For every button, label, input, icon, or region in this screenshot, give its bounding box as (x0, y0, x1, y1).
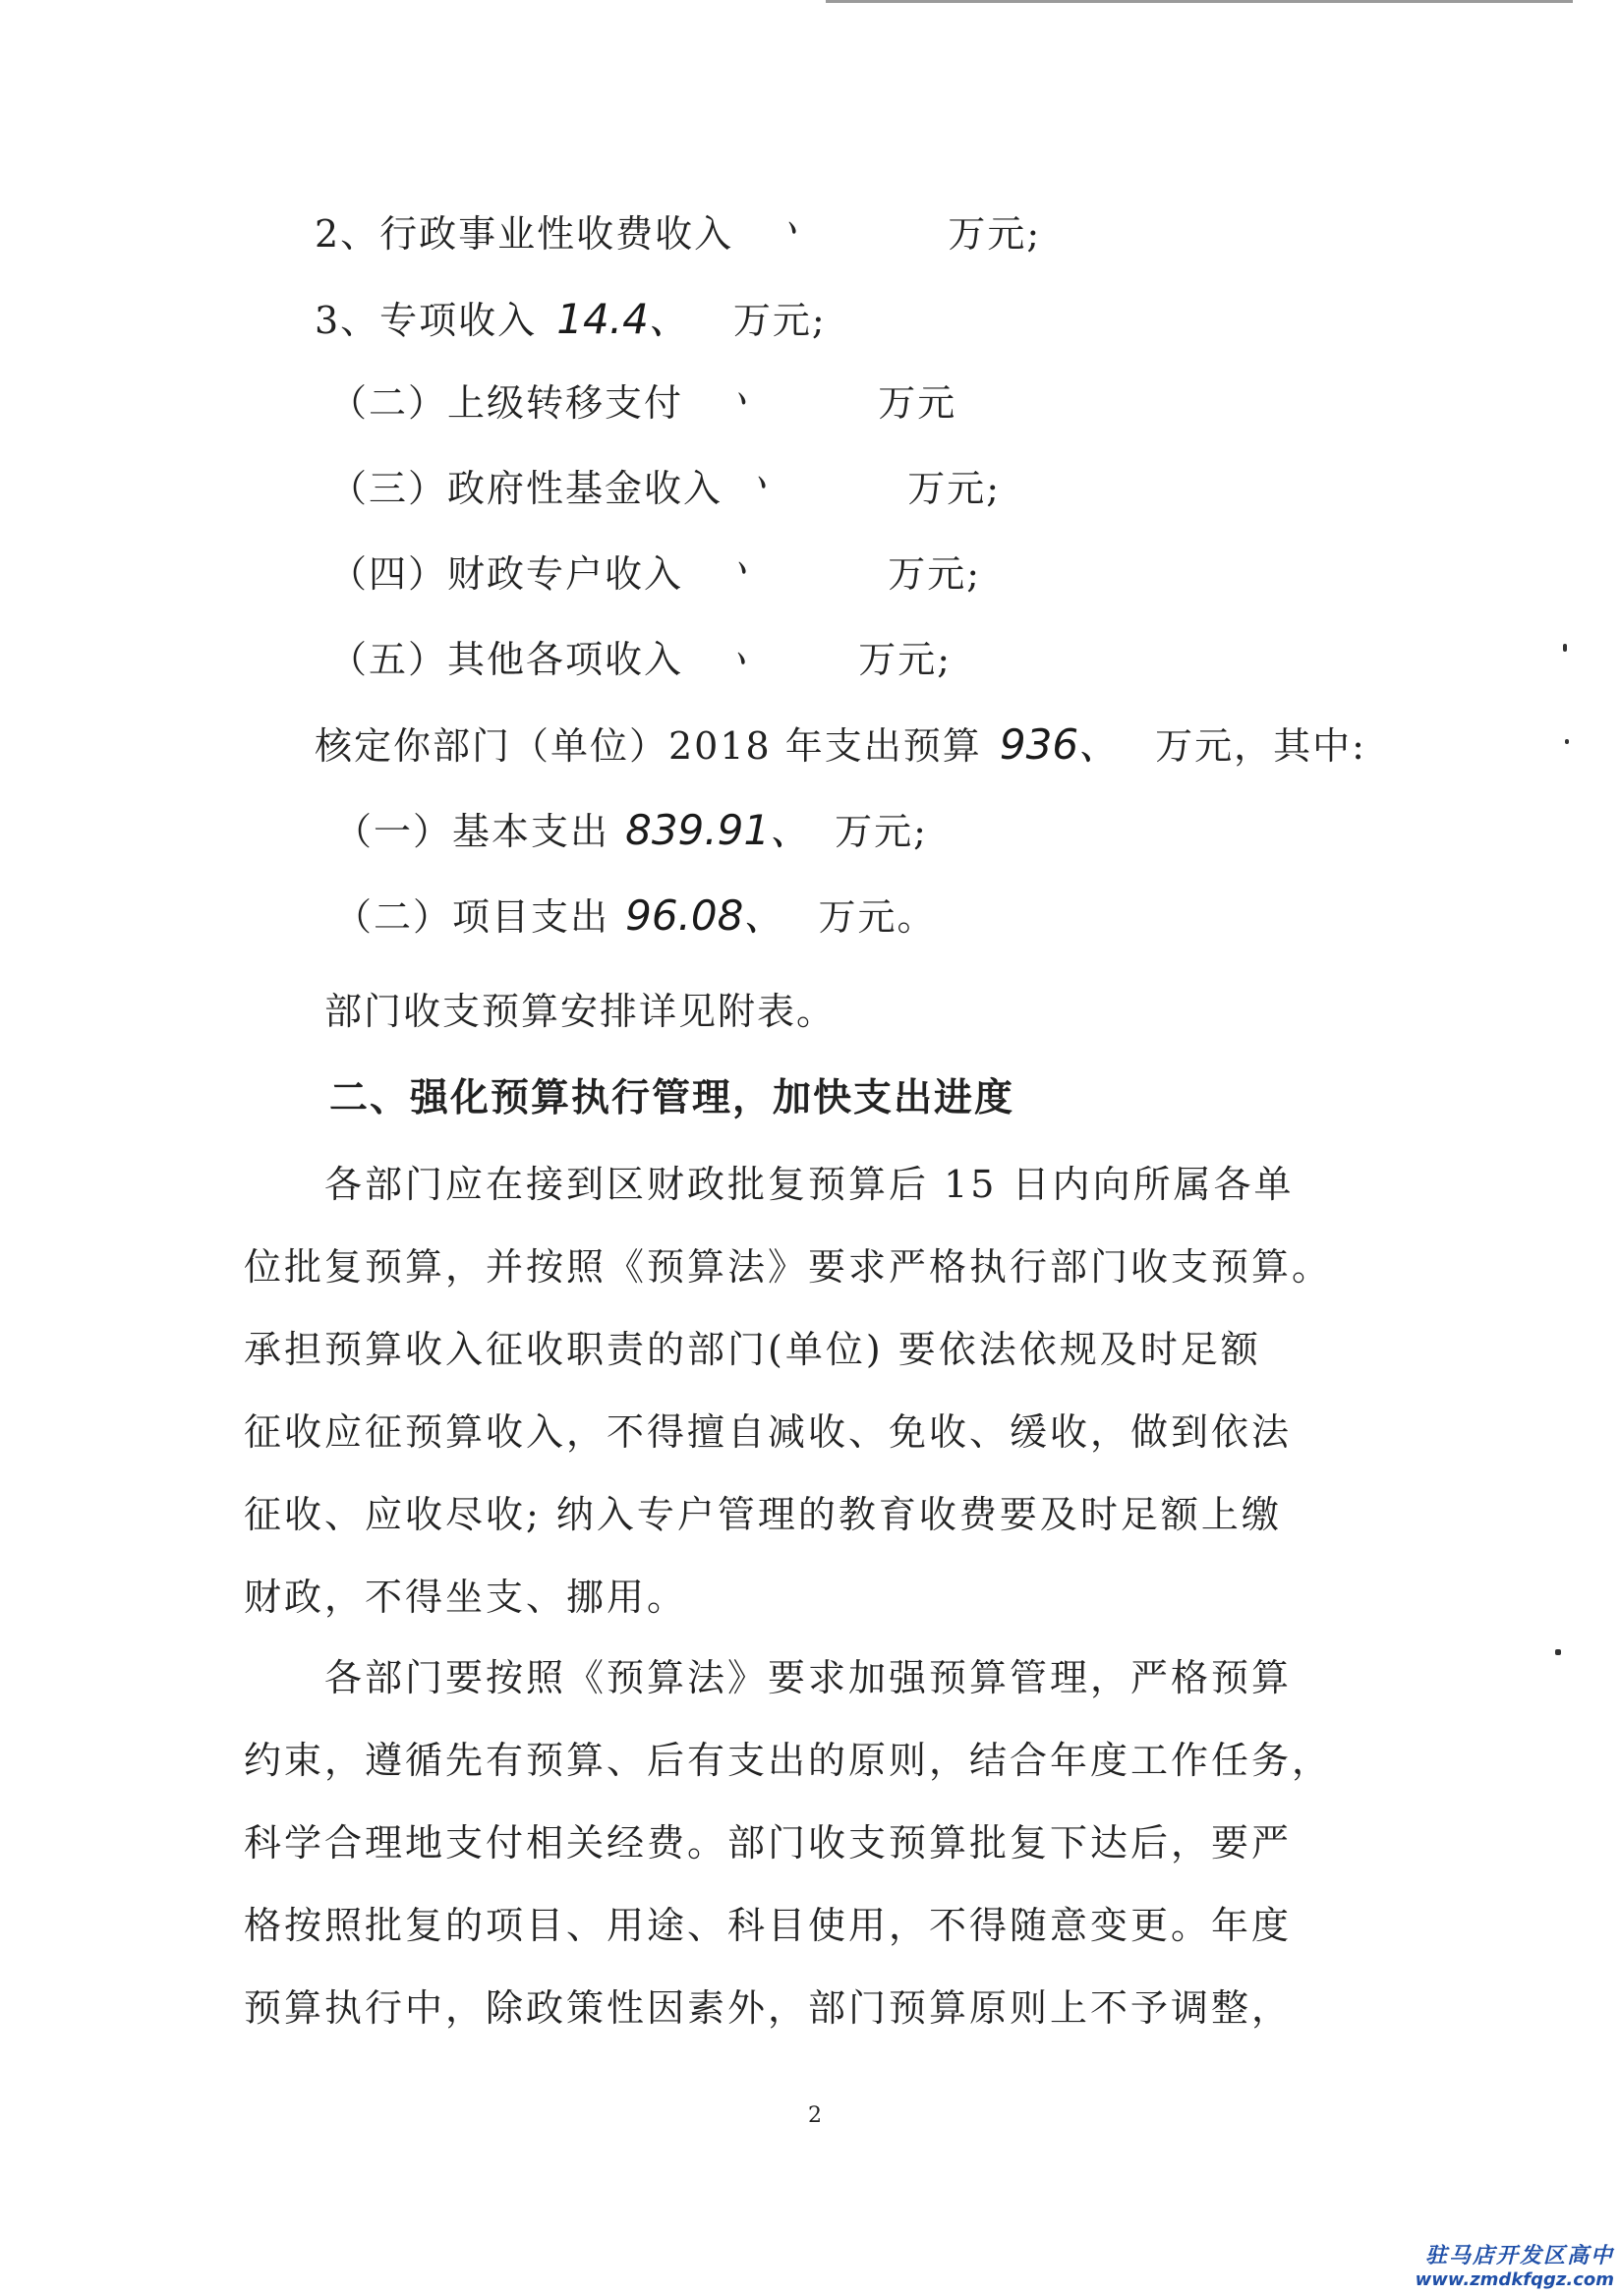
paragraph-line: 财政，不得坐支、挪用。 (244, 1576, 688, 1619)
handwritten-value: 936、 (999, 720, 1121, 769)
expenditure-item-label: （二）项目支出 (334, 895, 610, 939)
income-item-unit: 万元; (907, 467, 1002, 510)
paragraph-line: 约束，遵循先有预算、后有支出的原则，结合年度工作任务， (244, 1739, 1333, 1782)
handwritten-value: 96.08、 (625, 891, 785, 940)
expenditure-item-label: （一）基本支出 (334, 810, 610, 853)
paragraph-line: 预算执行中，除政策性因素外，部门预算原则上不予调整， (244, 1986, 1293, 2030)
watermark-url: www.zmdkfqgz.com (1415, 2269, 1614, 2290)
paragraph-line: 征收、应收尽收; 纳入专户管理的教育收费要及时足额上缴 (244, 1493, 1282, 1536)
expenditure-item-unit: 万元。 (818, 895, 937, 939)
income-item-label: （三）政府性基金收入 (329, 467, 723, 510)
scan-speck (1563, 644, 1567, 652)
paragraph-line: 征收应征预算收入，不得擅自减收、免收、缓收，做到依法 (244, 1410, 1293, 1454)
income-item-transfer (329, 365, 957, 428)
income-item-unit: 万元; (858, 638, 953, 681)
expenditure-item-project (334, 891, 936, 942)
income-item-fund (329, 448, 1002, 513)
handwritten-value: 、 (731, 534, 786, 592)
income-item-label: 3、专项收入 (315, 299, 538, 342)
site-watermark (1416, 2239, 1614, 2290)
handwritten-value: 、 (751, 448, 806, 506)
paragraph-budget-execution (244, 1143, 1374, 1638)
handwritten-value: 839.91、 (625, 806, 812, 854)
income-item-unit: 万元 (878, 381, 957, 425)
handwritten-value: 14.4、 (556, 295, 690, 343)
income-item-account (329, 534, 982, 599)
income-item-unit: 万元; (732, 299, 827, 342)
expenditure-unit: 万元，其中: (1155, 724, 1366, 768)
handwritten-value: 、 (781, 194, 837, 252)
income-item-fee (315, 194, 1042, 258)
watermark-name: 驻马店开发区高中 (1424, 2244, 1614, 2268)
paragraph-line: 各部门应在接到区财政批复预算后 15 日内向所属各单 (324, 1163, 1295, 1206)
income-item-unit: 万元; (948, 212, 1042, 256)
paragraph-budget-management (244, 1636, 1374, 2049)
expenditure-total (315, 720, 1366, 771)
expenditure-label: 核定你部门（单位）2018 年支出预算 (315, 724, 982, 768)
attachment-note: 部门收支预算安排详见附表。 (324, 990, 837, 1033)
income-item-label: 2、行政事业性收费收入 (315, 212, 734, 256)
income-item-special (315, 295, 827, 345)
scan-speck (1555, 1649, 1561, 1655)
income-item-unit: 万元; (888, 552, 982, 596)
section-heading: 二、强化预算执行管理，加快支出进度 (329, 1076, 1015, 1120)
expenditure-item-unit: 万元; (835, 810, 928, 853)
handwritten-value: 、 (730, 624, 785, 682)
paragraph-line: 位批复预算，并按照《预算法》要求严格执行部门收支预算。 (244, 1245, 1333, 1289)
paragraph-line: 承担预算收入征收职责的部门(单位) 要依法依规及时足额 (244, 1328, 1261, 1371)
income-item-other (329, 624, 953, 684)
scan-top-border (826, 0, 1573, 3)
income-item-label: （五）其他各项收入 (329, 638, 684, 681)
paragraph-line: 格按照批复的项目、用途、科目使用，不得随意变更。年度 (244, 1904, 1293, 1947)
scan-speck (1565, 739, 1569, 744)
income-item-label: （二）上级转移支付 (329, 381, 684, 425)
paragraph-line: 科学合理地支付相关经费。部门收支预算批复下达后，要严 (244, 1821, 1293, 1865)
income-item-label: （四）财政专户收入 (329, 552, 684, 596)
paragraph-line: 各部门要按照《预算法》要求加强预算管理，严格预算 (324, 1656, 1293, 1699)
expenditure-item-basic (334, 806, 928, 856)
page-number: 2 (808, 2103, 822, 2128)
handwritten-value: 、 (731, 365, 786, 422)
